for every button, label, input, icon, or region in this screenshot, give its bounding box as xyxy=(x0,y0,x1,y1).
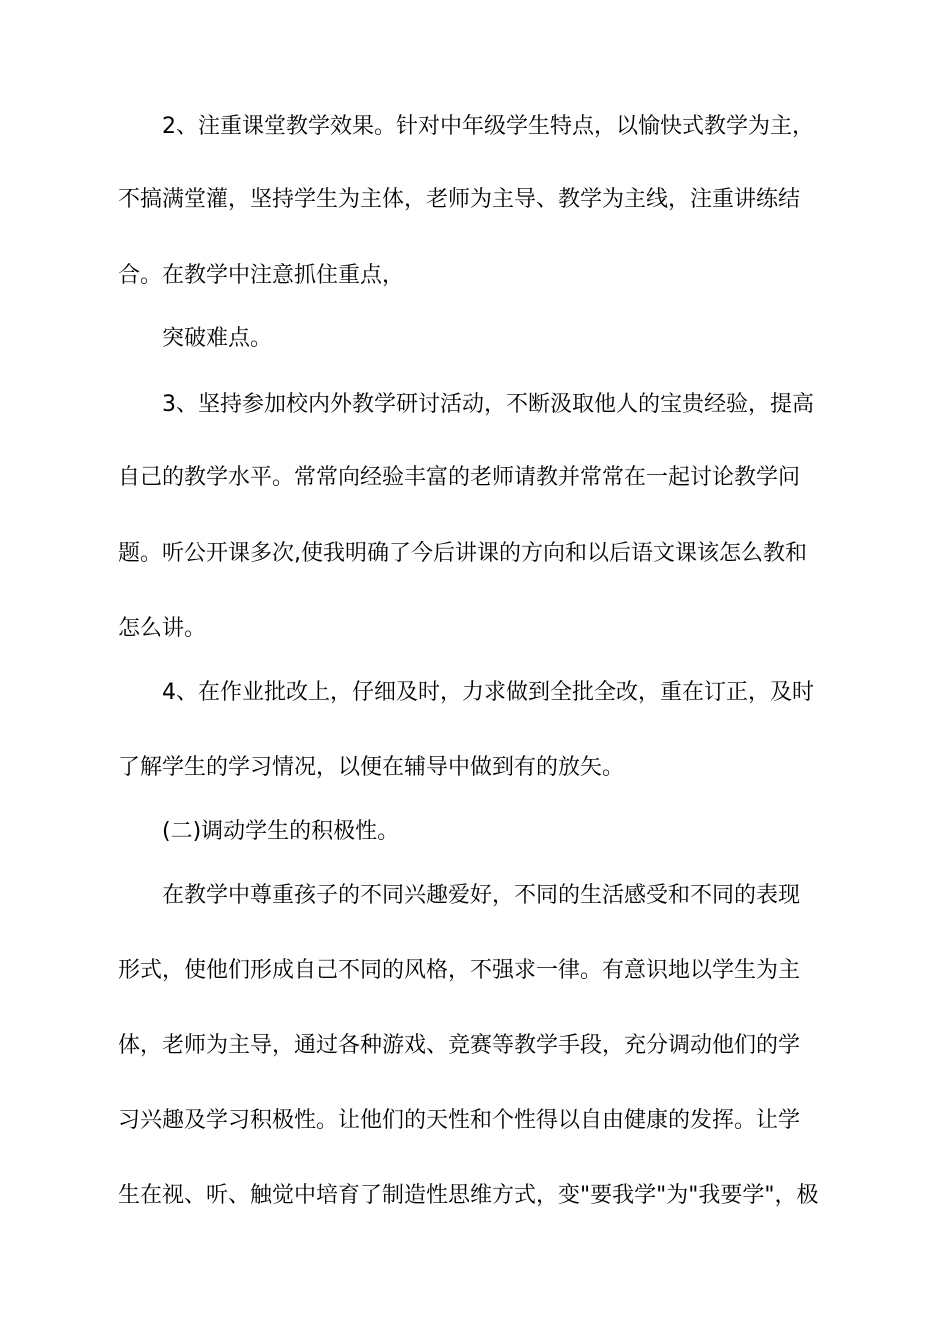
text-line: 不搞满堂灌，坚持学生为主体，老师为主导、教学为主线，注重讲练结 xyxy=(118,187,801,212)
text-line: 体，老师为主导，通过各种游戏、竞赛等教学手段，充分调动他们的学 xyxy=(118,1033,801,1058)
text-line: 怎么讲。 xyxy=(118,616,207,641)
text-line: 形式，使他们形成自己不同的风格，不强求一律。有意识地以学生为主 xyxy=(118,958,801,983)
text-line: (二)调动学生的积极性。 xyxy=(162,819,400,844)
text-line: 了解学生的学习情况，以便在辅导中做到有的放矢。 xyxy=(118,755,625,780)
text-line: 2、注重课堂教学效果。针对中年级学生特点，以愉快式教学为主， xyxy=(162,114,814,139)
text-line: 突破难点。 xyxy=(162,326,273,351)
text-line: 4、在作业批改上，仔细及时，力求做到全批全改，重在订正，及时 xyxy=(162,680,814,705)
text-line: 合。在教学中注意抓住重点， xyxy=(118,263,405,288)
text-line: 在教学中尊重孩子的不同兴趣爱好，不同的生活感受和不同的表现 xyxy=(162,883,801,908)
text-line: 习兴趣及学习积极性。让他们的天性和个性得以自由健康的发挥。让学 xyxy=(118,1108,801,1133)
text-line: 题。听公开课多次,使我明确了今后讲课的方向和以后语文课该怎么教和 xyxy=(118,541,807,566)
text-line: 生在视、听、触觉中培育了制造性思维方式，变"要我学"为"我要学"，极 xyxy=(118,1183,819,1208)
text-line: 3、坚持参加校内外教学研讨活动，不断汲取他人的宝贵经验，提高 xyxy=(162,392,814,417)
text-line: 自己的教学水平。常常向经验丰富的老师请教并常常在一起讨论教学问 xyxy=(118,465,801,490)
